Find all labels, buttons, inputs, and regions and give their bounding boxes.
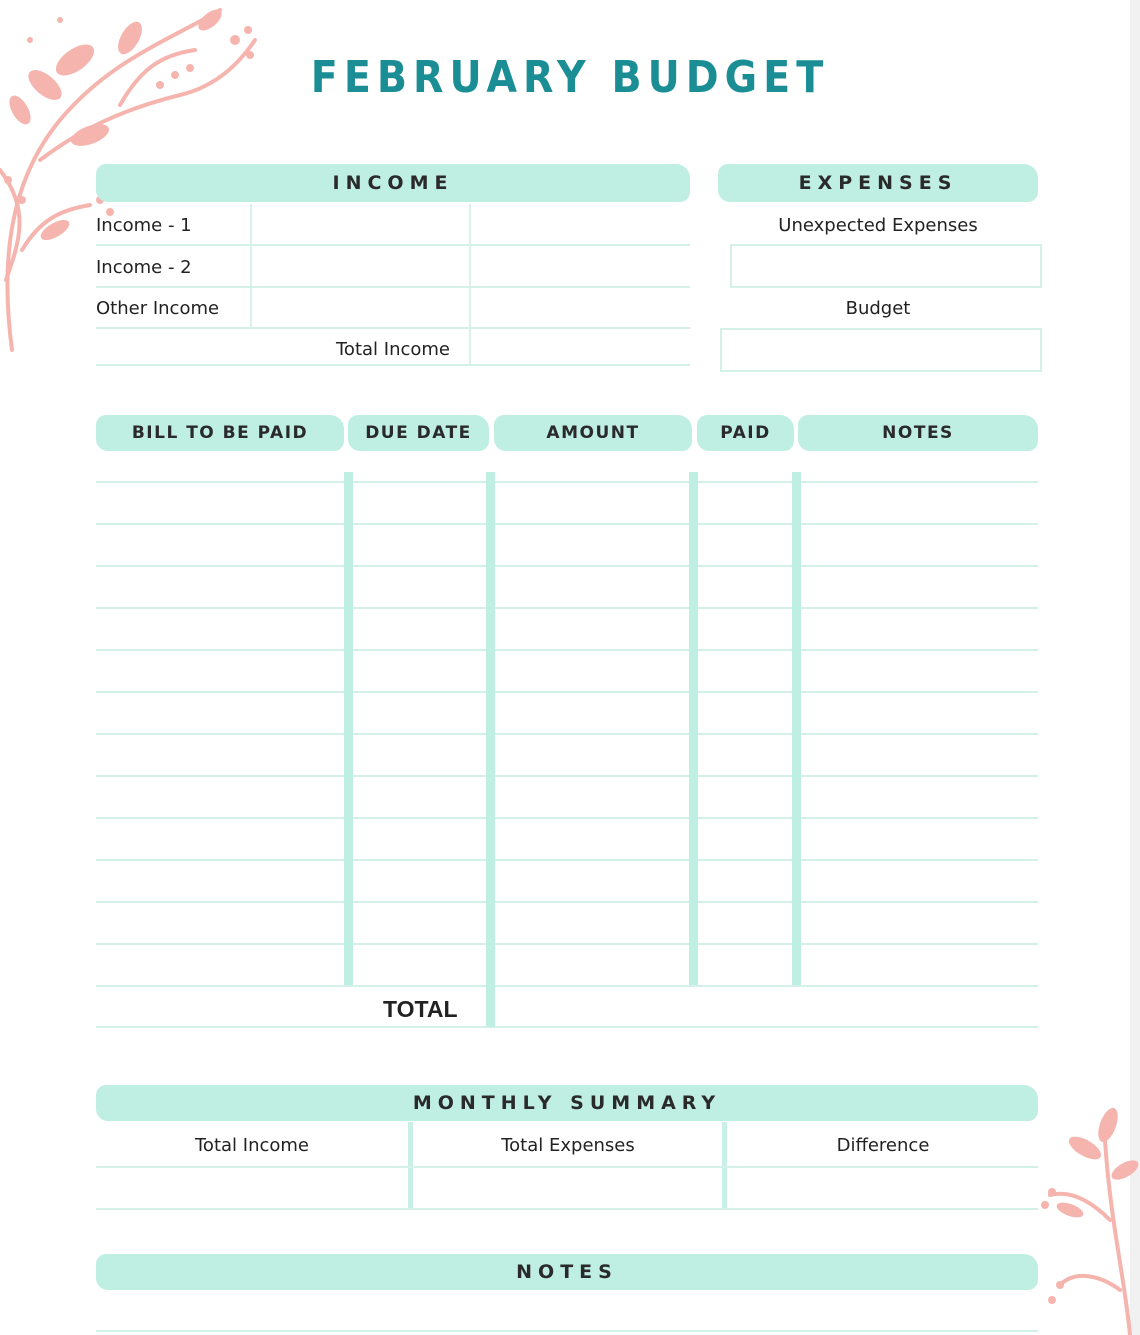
bill-column-divider	[792, 472, 801, 985]
floral-decoration-bottom-right-icon	[1030, 1100, 1140, 1335]
bill-row-line	[96, 481, 1038, 483]
other-income-label: Other Income	[96, 298, 220, 319]
bill-row-line	[96, 859, 1038, 861]
income-column-divider	[469, 204, 471, 366]
bill-row-line	[96, 649, 1038, 651]
notes-column-header: NOTES	[798, 415, 1038, 451]
income-2-label: Income - 2	[96, 257, 192, 278]
page-title: FEBRUARY BUDGET	[310, 52, 830, 103]
bill-row-line	[96, 985, 1038, 987]
bill-row-line	[96, 1026, 1038, 1028]
paid-header: PAID	[697, 415, 794, 451]
income-column-divider	[250, 204, 252, 328]
bill-column-divider	[689, 472, 698, 985]
summary-total-expenses-label: Total Expenses	[501, 1135, 635, 1156]
bill-to-be-paid-header: BILL TO BE PAID	[96, 415, 344, 451]
bill-row-line	[96, 901, 1038, 903]
bill-row-line	[96, 607, 1038, 609]
income-row-line	[96, 286, 690, 288]
summary-difference-label: Difference	[836, 1135, 930, 1156]
expenses-header: EXPENSES	[718, 164, 1038, 202]
bill-column-divider	[486, 472, 495, 1027]
notes-header: NOTES	[96, 1254, 1038, 1290]
unexpected-expenses-field[interactable]	[730, 244, 1042, 288]
monthly-summary-header: MONTHLY SUMMARY	[96, 1085, 1038, 1121]
income-row-line	[96, 364, 690, 366]
bill-row-line	[96, 943, 1038, 945]
bill-row-line	[96, 733, 1038, 735]
due-date-header: DUE DATE	[348, 415, 489, 451]
income-header: INCOME	[96, 164, 690, 202]
bill-row-line	[96, 691, 1038, 693]
income-row-line	[96, 244, 690, 246]
summary-row-line	[96, 1208, 1038, 1210]
summary-row-line	[96, 1166, 1038, 1168]
income-1-label: Income - 1	[96, 215, 192, 236]
unexpected-expenses-label: Unexpected Expenses	[778, 215, 978, 236]
budget-label: Budget	[845, 298, 911, 319]
total-income-label: Total Income	[336, 339, 450, 360]
bill-row-line	[96, 775, 1038, 777]
notes-row-line	[96, 1330, 1038, 1332]
bill-row-line	[96, 817, 1038, 819]
summary-column-divider	[408, 1122, 413, 1208]
amount-header: AMOUNT	[494, 415, 692, 451]
summary-column-divider	[722, 1122, 727, 1208]
budget-field[interactable]	[720, 328, 1042, 372]
summary-total-income-label: Total Income	[195, 1135, 309, 1156]
bills-total-label: TOTAL	[383, 996, 458, 1022]
income-row-line	[96, 327, 690, 329]
bill-column-divider	[344, 472, 353, 985]
bill-row-line	[96, 523, 1038, 525]
bill-row-line	[96, 565, 1038, 567]
